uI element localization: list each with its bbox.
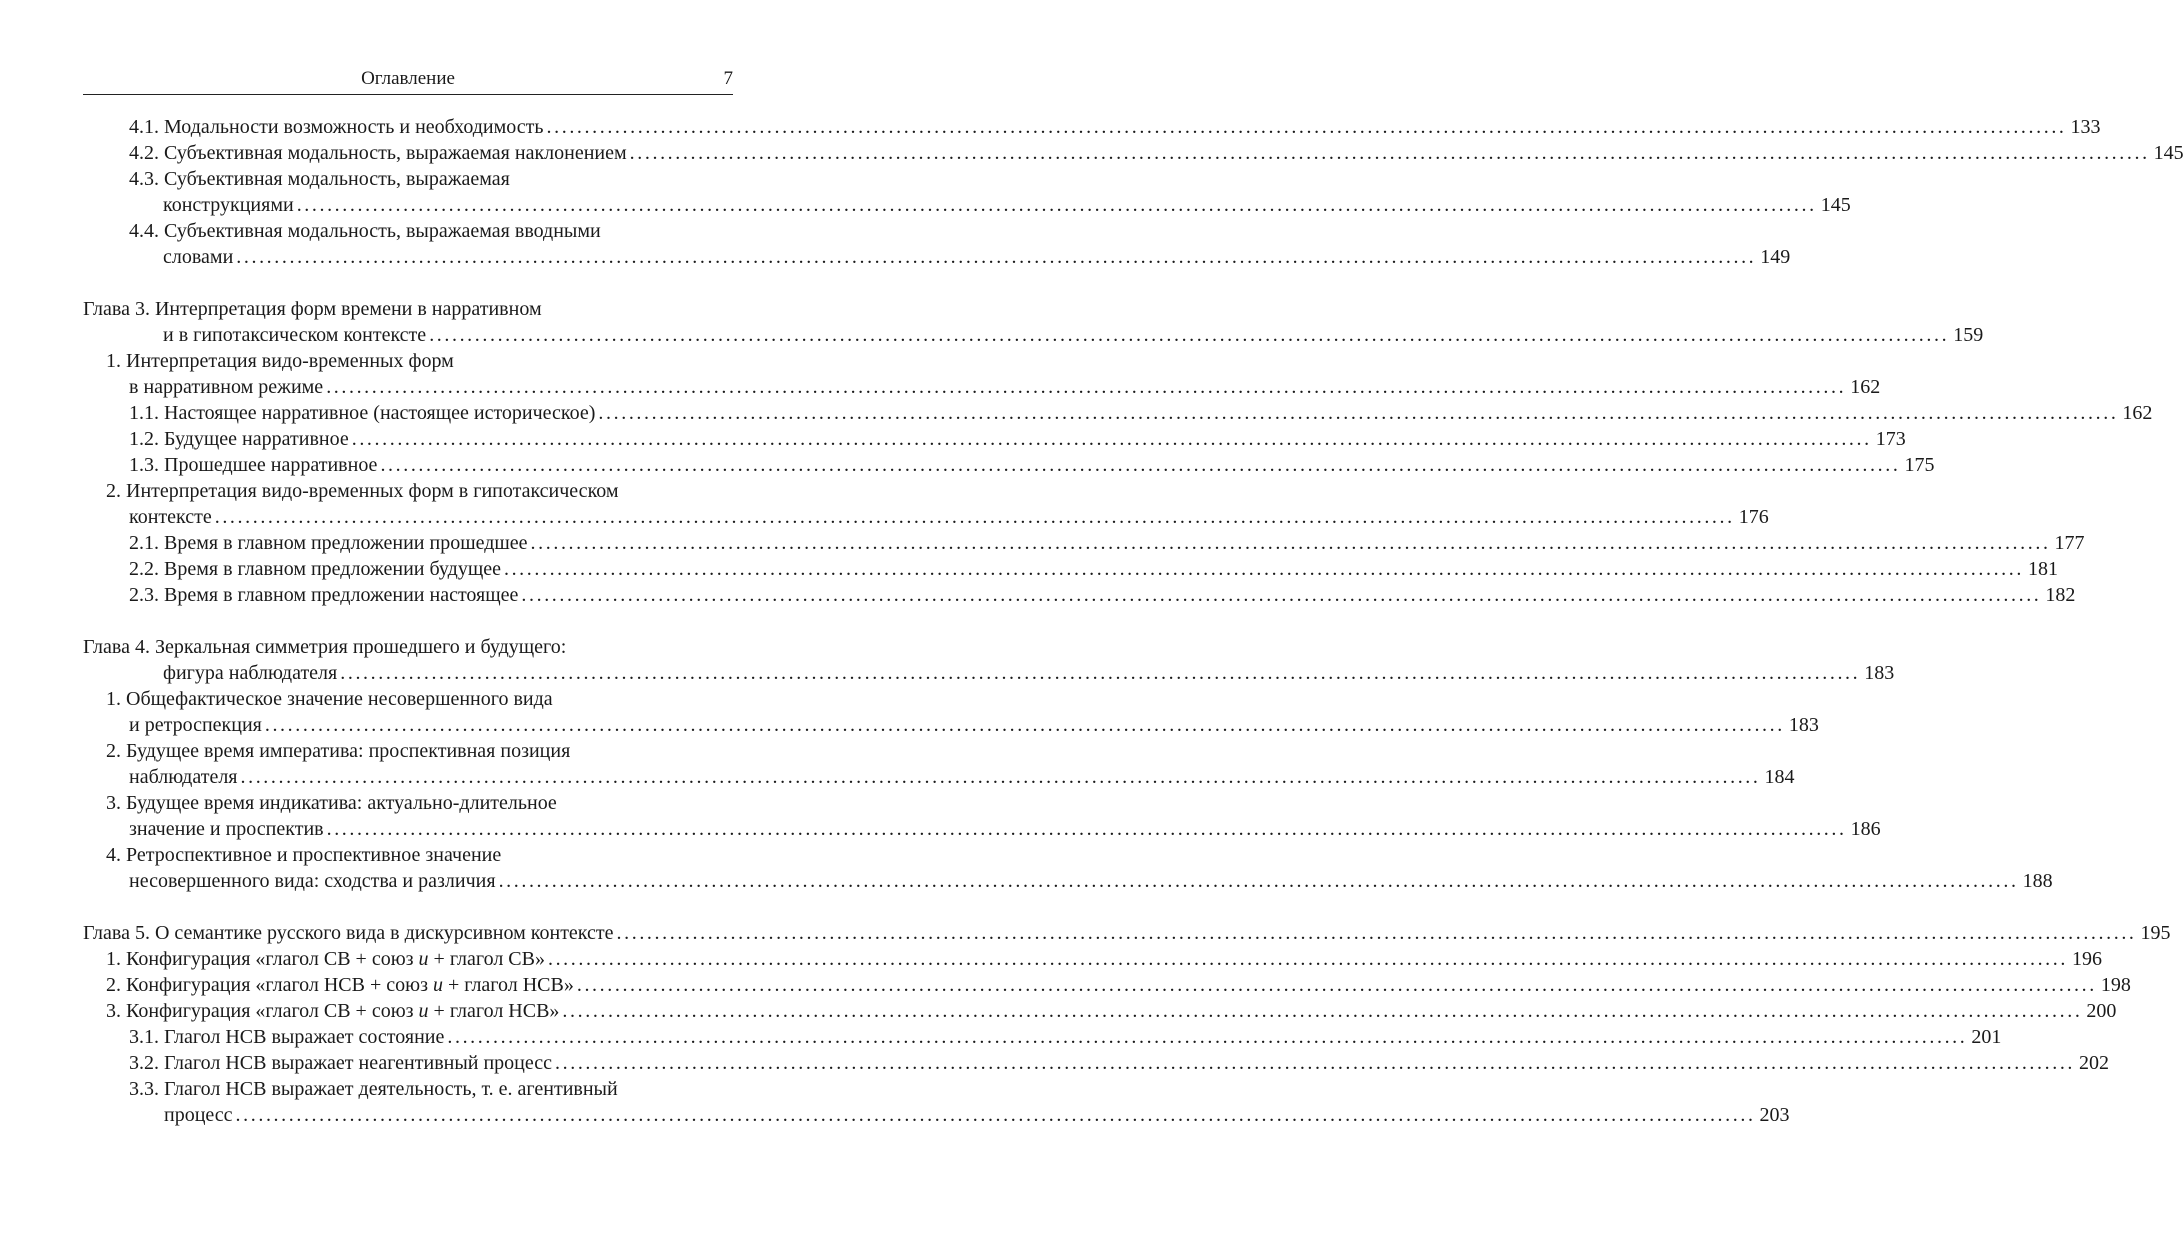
toc-entry-title: 2.1. Время в главном предложении прошедшее [129, 532, 528, 554]
dot-leader: ........................................................................................................................................................................................................ [521, 584, 2042, 606]
toc-entry-title: значение и проспектив [129, 818, 324, 840]
toc-entry-page: 149 [1760, 246, 1791, 268]
dot-leader: ........................................................................................................................................................................................................ [380, 454, 1901, 476]
toc-chapter-title: Глава 4. Зеркальная симметрия прошедшего и будущего: [83, 636, 567, 658]
toc-entry-page: 188 [2022, 870, 2053, 892]
toc-entry-page: 201 [1971, 1026, 2002, 1048]
toc-entry[interactable] [106, 738, 716, 764]
toc-entry-page: 145 [2153, 142, 2184, 164]
toc-entry[interactable] [129, 400, 2153, 426]
toc-entry[interactable] [106, 478, 733, 504]
dot-leader: ........................................................................................................................................................................................................ [326, 818, 1847, 840]
toc-entry-page: 162 [1850, 376, 1881, 398]
toc-entry-title: и в гипотаксическом контексте [163, 324, 427, 346]
toc-entry-title: 1. Общефактическое значение несовершенного вида [106, 688, 553, 710]
toc-entry-title: 2. Интерпретация видо-временных форм в гипотаксическом [106, 480, 619, 502]
toc-entry-title: 4. Ретроспективное и проспективное значение [106, 844, 502, 866]
toc-entry-continuation[interactable] [129, 712, 1819, 738]
toc-entry[interactable] [129, 1076, 729, 1102]
toc-entry-page: 182 [2045, 584, 2076, 606]
dot-leader: ........................................................................................................................................................................................................ [616, 922, 2137, 944]
toc-entry[interactable] [129, 140, 2184, 166]
toc-entry-page: 176 [1738, 506, 1769, 528]
toc-entry-page: 198 [2100, 974, 2131, 996]
toc-entry-page: 177 [2054, 532, 2085, 554]
toc-entry[interactable] [129, 426, 1906, 452]
dot-leader: ........................................................................................................................................................................................................ [576, 974, 2097, 996]
toc-entry-continuation[interactable] [163, 244, 1791, 270]
toc-entry-title: фигура наблюдателя [163, 662, 338, 684]
dot-leader: ........................................................................................................................................................................................................ [296, 194, 1817, 216]
dot-leader: ........................................................................................................................................................................................................ [340, 662, 1861, 684]
toc-chapter[interactable] [83, 296, 703, 322]
toc-entry-continuation[interactable] [164, 1102, 1790, 1128]
header-title: Оглавление [361, 68, 455, 89]
toc-entry-title: 2.2. Время в главном предложении будущее [129, 558, 501, 580]
toc-entry-title: несовершенного вида: сходства и различия [129, 870, 496, 892]
toc-entry-title: 2. Будущее время императива: проспективная позиция [106, 740, 571, 762]
toc-entry-title: контексте [129, 506, 212, 528]
toc-entry-title: 3.1. Глагол НСВ выражает состояние [129, 1026, 445, 1048]
dot-leader: ........................................................................................................................................................................................................ [503, 558, 2024, 580]
toc-chapter[interactable] [83, 920, 2171, 946]
dot-leader: ........................................................................................................................................................................................................ [547, 948, 2068, 970]
toc-entry-title: 2. Конфигурация «глагол НСВ + союз и + глагол НСВ» [106, 974, 574, 996]
toc-entry-page: 181 [2027, 558, 2058, 580]
dot-leader: ........................................................................................................................................................................................................ [546, 116, 2067, 138]
toc-chapter-continuation[interactable] [163, 660, 1895, 686]
toc-entry-page: 145 [1820, 194, 1851, 216]
dot-leader: ........................................................................................................................................................................................................ [214, 506, 1735, 528]
header-page-number: 7 [723, 68, 733, 89]
dot-leader: ........................................................................................................................................................................................................ [498, 870, 2019, 892]
toc-entry-page: 184 [1764, 766, 1795, 788]
dot-leader: ........................................................................................................................................................................................................ [447, 1026, 1968, 1048]
toc-entry-title: 4.4. Субъективная модальность, выражаемая вводными [129, 220, 601, 242]
toc-chapter-title: Глава 3. Интерпретация форм времени в нарративном [83, 298, 542, 320]
toc-entry-page: 175 [1904, 454, 1935, 476]
toc-entry-title: словами [163, 246, 234, 268]
toc-chapter-title: Глава 5. О семантике русского вида в дискурсивном контексте [83, 922, 614, 944]
toc-chapter-continuation[interactable] [163, 322, 1984, 348]
toc-entry-continuation[interactable] [129, 764, 1795, 790]
dot-leader: ........................................................................................................................................................................................................ [264, 714, 1785, 736]
toc-entry-page: 200 [2086, 1000, 2117, 1022]
toc-entry[interactable] [129, 166, 729, 192]
toc-entry-title: 1.2. Будущее нарративное [129, 428, 349, 450]
toc-entry-title: 1.3. Прошедшее нарративное [129, 454, 378, 476]
dot-leader: ........................................................................................................................................................................................................ [598, 402, 2119, 424]
toc-entry[interactable] [106, 686, 716, 712]
toc-entry-page: 203 [1759, 1104, 1790, 1126]
toc-entry-title: и ретроспекция [129, 714, 262, 736]
dot-leader: ........................................................................................................................................................................................................ [351, 428, 1872, 450]
dot-leader: ........................................................................................................................................................................................................ [235, 1104, 1756, 1126]
toc-entry-title: 2.3. Время в главном предложении настоящее [129, 584, 519, 606]
toc-entry-title: 4.3. Субъективная модальность, выражаемая [129, 168, 510, 190]
toc-entry[interactable] [129, 530, 2085, 556]
toc-entry-title: 1.1. Настоящее нарративное (настоящее историческое) [129, 402, 596, 424]
toc-entry-page: 183 [1864, 662, 1895, 684]
toc-entry-title: 4.1. Модальности возможность и необходимость [129, 116, 544, 138]
toc-entry[interactable] [129, 1024, 2002, 1050]
toc-entry-continuation[interactable] [129, 868, 2053, 894]
toc-entry-title: 3.2. Глагол НСВ выражает неагентивный процесс [129, 1052, 553, 1074]
toc-entry[interactable] [106, 842, 716, 868]
toc-entry-continuation[interactable] [163, 192, 1851, 218]
toc-entry[interactable] [106, 790, 716, 816]
dot-leader: ........................................................................................................................................................................................................ [562, 1000, 2083, 1022]
dot-leader: ........................................................................................................................................................................................................ [429, 324, 1950, 346]
toc-entry[interactable] [106, 946, 2102, 972]
toc-entry-title: 3. Конфигурация «глагол СВ + союз и + глагол НСВ» [106, 1000, 560, 1022]
dot-leader: ........................................................................................................................................................................................................ [555, 1052, 2076, 1074]
dot-leader: ........................................................................................................................................................................................................ [236, 246, 1757, 268]
toc-entry-page: 202 [2079, 1052, 2110, 1074]
toc-entry-page: 196 [2071, 948, 2102, 970]
dot-leader: ........................................................................................................................................................................................................ [530, 532, 2051, 554]
toc-entry-page: 133 [2070, 116, 2101, 138]
toc-entry-title: наблюдателя [129, 766, 238, 788]
dot-leader: ........................................................................................................................................................................................................ [629, 142, 2150, 164]
toc-entry-page: 183 [1788, 714, 1819, 736]
toc-entry-continuation[interactable] [129, 374, 1881, 400]
toc-entry-page: 159 [1953, 324, 1984, 346]
toc-entry-title: процесс [164, 1104, 233, 1126]
toc-entry-title: 1. Конфигурация «глагол СВ + союз и + глагол СВ» [106, 948, 545, 970]
toc-entry[interactable] [106, 348, 716, 374]
toc-entry-title: 3. Будущее время индикатива: актуально-длительное [106, 792, 557, 814]
toc-entry-continuation[interactable] [129, 504, 1769, 530]
toc-entry-title: 3.3. Глагол НСВ выражает деятельность, т. е. агентивный [129, 1078, 618, 1100]
toc-entry-title: конструкциями [163, 194, 294, 216]
toc-entry-title: 1. Интерпретация видо-временных форм [106, 350, 454, 372]
conjunction-italic: и [418, 948, 429, 970]
toc-entry-page: 186 [1850, 818, 1881, 840]
toc-entry[interactable] [129, 1050, 2110, 1076]
toc-entry[interactable] [106, 998, 2117, 1024]
toc-entry[interactable] [129, 114, 2101, 140]
toc-entry[interactable] [129, 218, 729, 244]
toc-entry[interactable] [106, 972, 2131, 998]
toc-entry[interactable] [129, 582, 2076, 608]
toc-chapter[interactable] [83, 634, 703, 660]
conjunction-italic: и [432, 974, 443, 996]
dot-leader: ........................................................................................................................................................................................................ [240, 766, 1761, 788]
toc-entry-title: 4.2. Субъективная модальность, выражаемая наклонением [129, 142, 627, 164]
toc-entry[interactable] [129, 556, 2058, 582]
toc-entry-page: 173 [1875, 428, 1906, 450]
toc-entry[interactable] [129, 452, 1935, 478]
toc-entry-page: 162 [2122, 402, 2153, 424]
toc-entry-continuation[interactable] [129, 816, 1881, 842]
toc-entry-title: в нарративном режиме [129, 376, 324, 398]
conjunction-italic: и [418, 1000, 429, 1022]
dot-leader: ........................................................................................................................................................................................................ [326, 376, 1847, 398]
toc-entry-page: 195 [2140, 922, 2171, 944]
